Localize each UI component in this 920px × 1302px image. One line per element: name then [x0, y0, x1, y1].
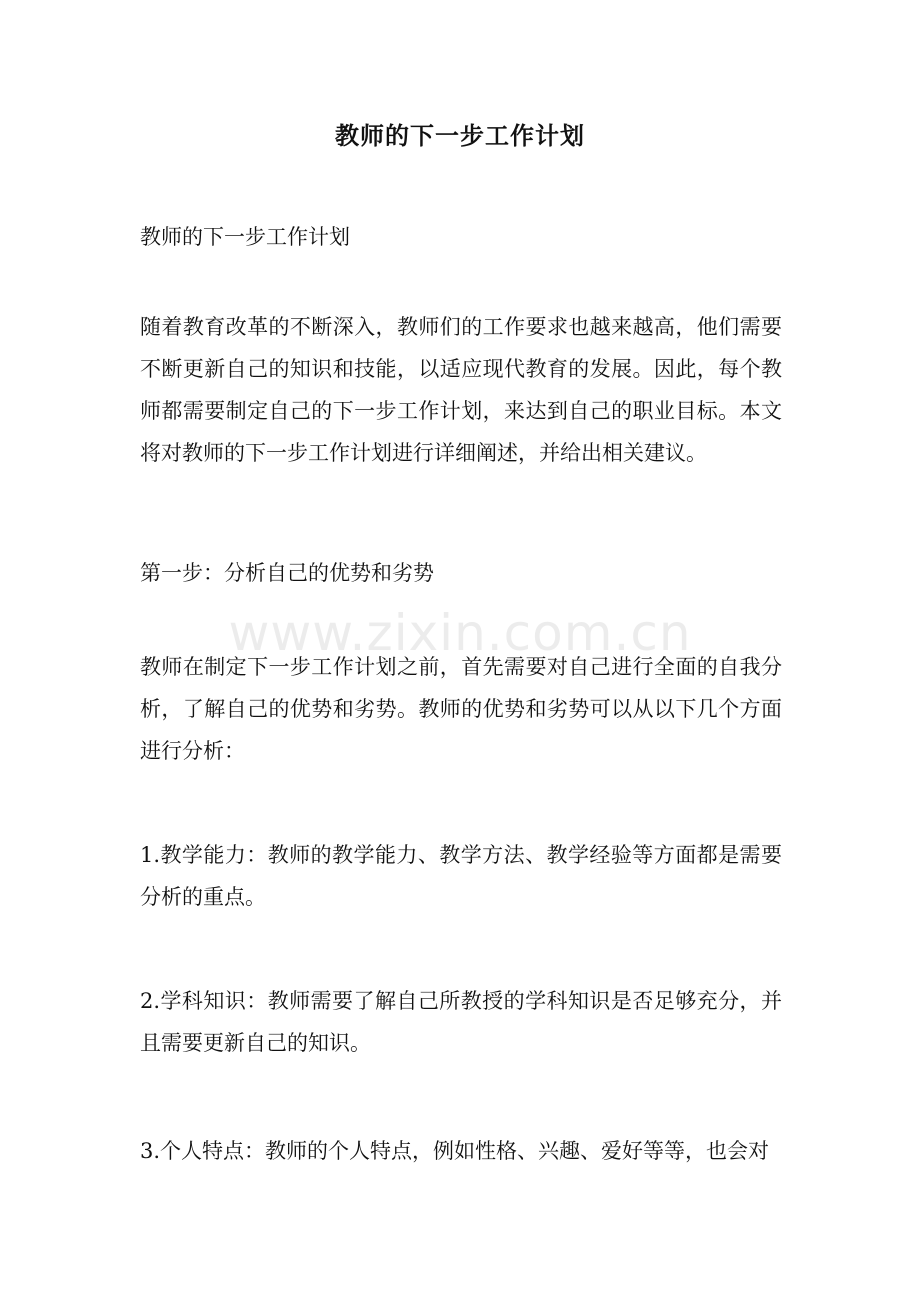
- list-item-subject-knowledge: 2.学科知识：教师需要了解自己所教授的学科知识是否足够充分，并且需要更新自己的知识。: [140, 989, 782, 1055]
- list-item-personal-traits: 3.个人特点：教师的个人特点，例如性格、兴趣、爱好等等，也会对: [140, 1139, 770, 1163]
- intro-paragraph: 随着教育改革的不断深入，教师们的工作要求也越来越高，他们需要不断更新自己的知识和技能，以适应现代教育的发展。因此，每个教师都需要制定自己的下一步工作计划，来达到自己的职业目标。本文将对教师的下一步工作计划进行详细阐述，并给出相关建议。: [140, 315, 782, 465]
- section-heading-step-one: 第一步：分析自己的优势和劣势: [140, 561, 434, 585]
- document-title: 教师的下一步工作计划: [335, 121, 585, 150]
- watermark-text: www.zixin.com.cn: [228, 604, 692, 662]
- list-item-teaching-ability: 1.教学能力：教师的教学能力、教学方法、教学经验等方面都是需要分析的重点。: [140, 843, 782, 909]
- analysis-paragraph: 教师在制定下一步工作计划之前，首先需要对自己进行全面的自我分析，了解自己的优势和劣势。教师的优势和劣势可以从以下几个方面进行分析：: [140, 655, 782, 763]
- subtitle-paragraph: 教师的下一步工作计划: [140, 225, 350, 249]
